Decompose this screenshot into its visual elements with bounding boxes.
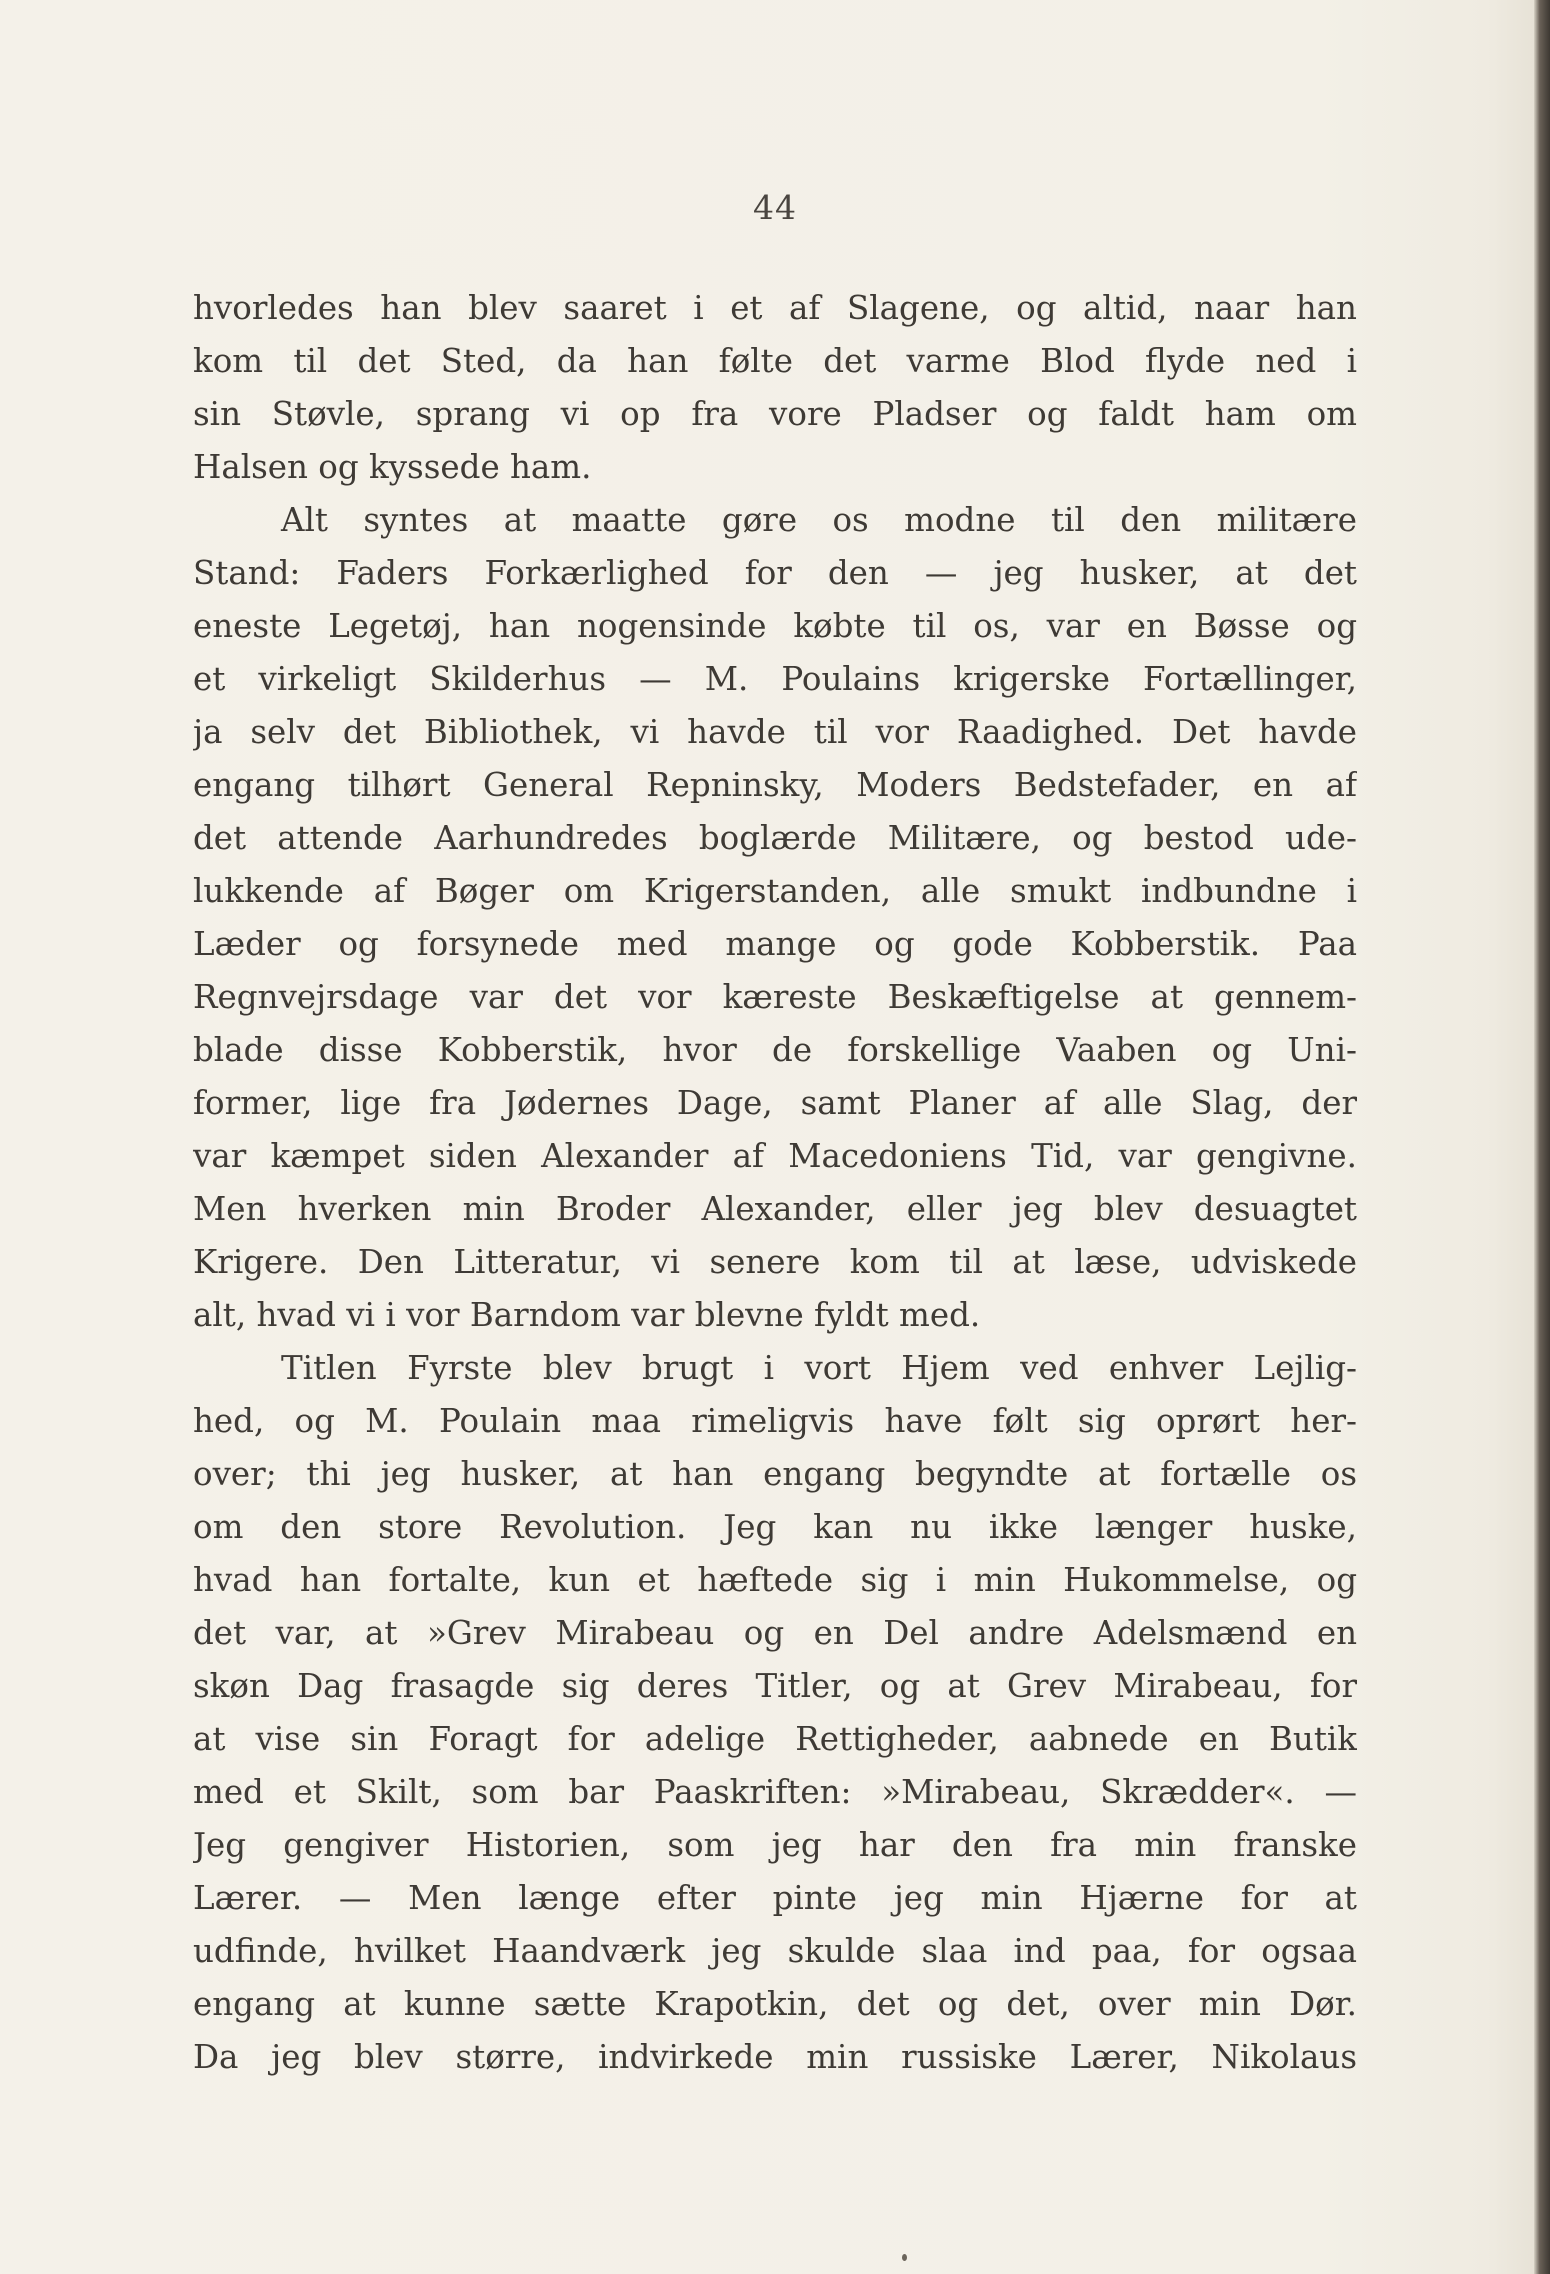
page-binding-edge — [1534, 0, 1550, 2274]
text-line: Læder og forsynede med mange og gode Kobberstik. Paa — [193, 925, 1357, 963]
text-line: Alt syntes at maatte gøre os modne til den militære — [281, 501, 1357, 539]
text-line: Men hverken min Broder Alexander, eller jeg blev desuagtet — [193, 1190, 1357, 1228]
text-line: var kæmpet siden Alexander af Macedoniens Tid, var gengivne. — [193, 1137, 1357, 1175]
text-line: Regnvejrsdage var det vor kæreste Beskæftigelse at gennem- — [193, 978, 1357, 1016]
text-line: Lærer. — Men længe efter pinte jeg min Hjærne for at — [193, 1879, 1357, 1917]
body-text — [193, 282, 1357, 2084]
text-line: ja selv det Bibliothek, vi havde til vor Raadighed. Det havde — [193, 713, 1357, 751]
text-line: blade disse Kobberstik, hvor de forskellige Vaaben og Uni- — [193, 1031, 1357, 1069]
page-number: 44 — [753, 188, 797, 227]
text-line: Stand: Faders Forkærlighed for den — jeg husker, at det — [193, 554, 1357, 592]
text-line: engang tilhørt General Repninsky, Moders Bedstefader, en af — [193, 766, 1357, 804]
text-line: alt, hvad vi i vor Barndom var blevne fyldt med. — [193, 1296, 981, 1334]
text-line: hed, og M. Poulain maa rimeligvis have følt sig oprørt her- — [193, 1402, 1357, 1440]
text-line: med et Skilt, som bar Paaskriften: »Mirabeau, Skrædder«. — — [193, 1773, 1357, 1811]
text-line: det attende Aarhundredes boglærde Militære, og bestod ude- — [193, 819, 1357, 857]
text-line: eneste Legetøj, han nogensinde købte til os, var en Bøsse og — [193, 607, 1357, 645]
text-line: engang at kunne sætte Krapotkin, det og det, over min Dør. — [193, 1985, 1357, 2023]
text-line: at vise sin Foragt for adelige Rettigheder, aabnede en Butik — [193, 1720, 1357, 1758]
text-line: om den store Revolution. Jeg kan nu ikke længer huske, — [193, 1508, 1357, 1546]
text-line: over; thi jeg husker, at han engang begyndte at fortælle os — [193, 1455, 1357, 1493]
text-line: det var, at »Grev Mirabeau og en Del andre Adelsmænd en — [193, 1614, 1357, 1652]
text-line: et virkeligt Skilderhus — M. Poulains krigerske Fortællinger, — [193, 660, 1357, 698]
text-line: Da jeg blev større, indvirkede min russiske Lærer, Nikolaus — [193, 2038, 1357, 2076]
print-speck — [902, 2254, 907, 2261]
text-line: Titlen Fyrste blev brugt i vort Hjem ved enhver Lejlig- — [281, 1349, 1357, 1387]
text-line: hvorledes han blev saaret i et af Slagene, og altid, naar han — [193, 289, 1357, 327]
text-line: skøn Dag frasagde sig deres Titler, og at Grev Mirabeau, for — [193, 1667, 1357, 1705]
text-line: lukkende af Bøger om Krigerstanden, alle smukt indbundne i — [193, 872, 1357, 910]
text-line: Halsen og kyssede ham. — [193, 448, 592, 486]
text-line: hvad han fortalte, kun et hæftede sig i min Hukommelse, og — [193, 1561, 1357, 1599]
text-line: Jeg gengiver Historien, som jeg har den fra min franske — [193, 1826, 1357, 1864]
text-line: sin Støvle, sprang vi op fra vore Pladser og faldt ham om — [193, 395, 1357, 433]
text-line: former, lige fra Jødernes Dage, samt Planer af alle Slag, der — [193, 1084, 1357, 1122]
text-line: udfinde, hvilket Haandværk jeg skulde slaa ind paa, for ogsaa — [193, 1932, 1357, 1970]
text-line: Krigere. Den Litteratur, vi senere kom til at læse, udviskede — [193, 1243, 1357, 1281]
text-line: kom til det Sted, da han følte det varme Blod flyde ned i — [193, 342, 1357, 380]
